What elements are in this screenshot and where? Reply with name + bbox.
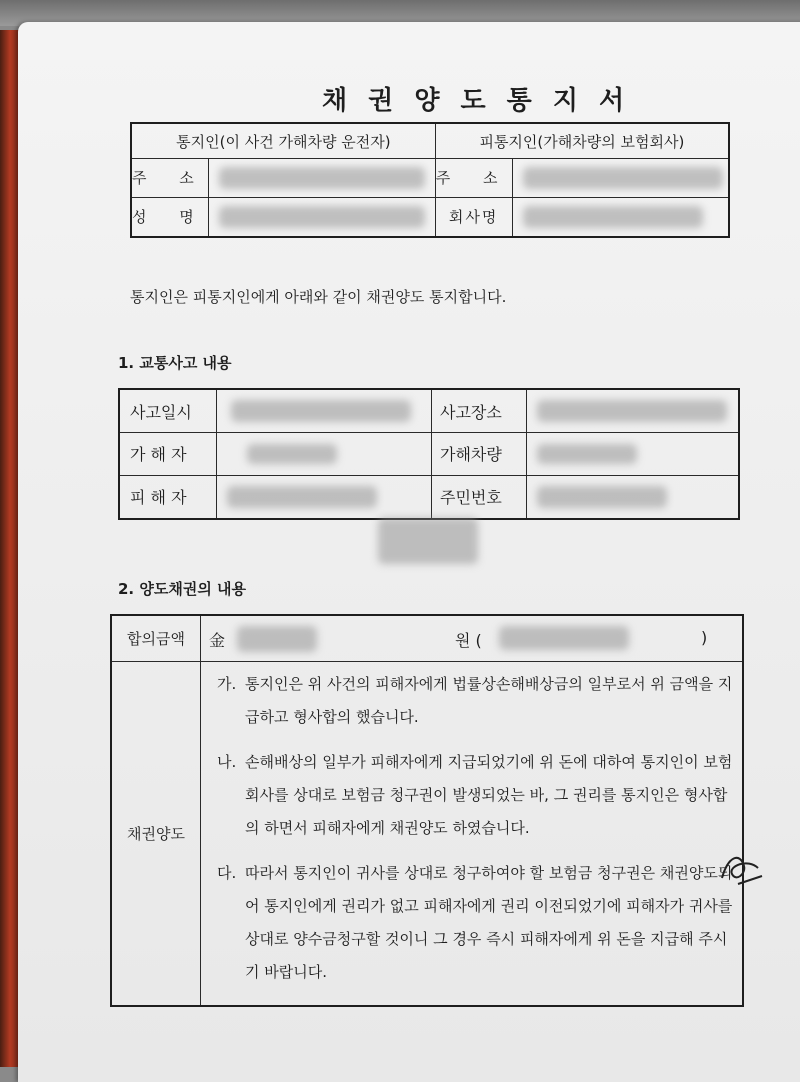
redacted-vehicle bbox=[537, 444, 637, 464]
company-label: 회사명 bbox=[435, 197, 512, 237]
document-title: 채 권 양 도 통 지 서 bbox=[322, 86, 631, 116]
signature-mark bbox=[718, 848, 766, 892]
claim-table bbox=[110, 614, 744, 1007]
name-label: 성 명 bbox=[131, 197, 208, 237]
amount-label: 합의금액 bbox=[111, 615, 201, 661]
redacted-offender bbox=[247, 444, 337, 464]
accident-date-label: 사고일시 bbox=[119, 389, 217, 433]
address-label-2: 주 소 bbox=[435, 159, 512, 198]
redacted-accident-place bbox=[537, 400, 727, 422]
address-label: 주 소 bbox=[131, 159, 208, 198]
redacted-company-address bbox=[523, 167, 723, 189]
clause-text: 통지인은 위 사건의 피해자에게 법률상손해배상금의 일부로서 위 금액을 지급하고 형사합의 했습니다. bbox=[245, 674, 733, 726]
parties-table bbox=[130, 122, 730, 238]
clause-da bbox=[217, 857, 734, 989]
redacted-id-number bbox=[537, 486, 667, 508]
notifier-header: 통지인(이 사건 가해차량 운전자) bbox=[131, 123, 435, 159]
id-number-label: 주민번호 bbox=[432, 475, 527, 519]
redacted-address bbox=[219, 167, 425, 189]
redacted-accident-date bbox=[231, 400, 411, 422]
clause-marker: 가. bbox=[217, 674, 237, 693]
redacted-company-name bbox=[523, 206, 703, 228]
recipient-header: 피통지인(가해차량의 보험회사) bbox=[435, 123, 729, 159]
intro-text: 통지인은 피통지인에게 아래와 같이 채권양도 통지합니다. bbox=[130, 288, 507, 306]
clause-text: 따라서 통지인이 귀사를 상대로 청구하여야 할 보험금 청구권은 채권양도되어 통지인에게 권리가 없고 피해자에게 권리 이전되었기에 피해자가 귀사를 상대로 양수금청구할 것이니 그 경우 즉시 피해자에게 위 돈을 지급해 주시기 바랍니다. bbox=[245, 863, 733, 981]
redacted-block bbox=[378, 518, 478, 564]
clause-marker: 다. bbox=[217, 863, 237, 882]
close-paren: ) bbox=[701, 628, 708, 648]
clause-marker: 나. bbox=[217, 752, 237, 771]
assignment-label: 채권양도 bbox=[111, 661, 201, 1006]
won-label: 원 ( bbox=[455, 631, 482, 651]
redacted-victim bbox=[227, 486, 377, 508]
offender-label: 가 해 자 bbox=[119, 433, 217, 476]
redacted-amount bbox=[237, 626, 317, 652]
amount-prefix: 金 bbox=[209, 631, 226, 651]
redacted-name bbox=[219, 206, 425, 228]
vehicle-label: 가해차량 bbox=[432, 433, 527, 476]
assignment-body bbox=[201, 661, 744, 1006]
clause-ga bbox=[217, 668, 734, 734]
accident-place-label: 사고장소 bbox=[432, 389, 527, 433]
section2-heading: 2. 양도채권의 내용 bbox=[118, 580, 247, 598]
redacted-amount-words bbox=[499, 626, 629, 650]
victim-label: 피 해 자 bbox=[119, 475, 217, 519]
accident-table bbox=[118, 388, 740, 520]
section1-heading: 1. 교통사고 내용 bbox=[118, 354, 232, 372]
clause-text: 손해배상의 일부가 피해자에게 지급되었기에 위 돈에 대하여 통지인이 보험회사를 상대로 보험금 청구권이 발생되었는 바, 그 권리를 통지인은 형사합의 하면서 피해자에게 채권양도 하였습니다. bbox=[245, 752, 733, 837]
clause-na bbox=[217, 746, 734, 845]
